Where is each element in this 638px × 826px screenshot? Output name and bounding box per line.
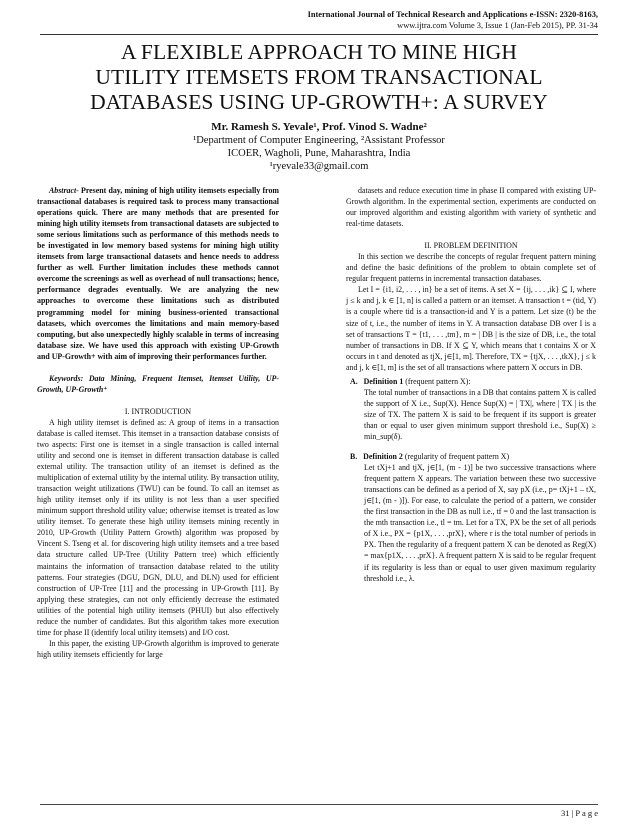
- definition-1-body: The total number of transactions in a DB that contains pattern X is called the support of X i.e., Sup(X). Hence Sup(X) = | TX|, where | TX | is the size of TX. The pattern X is said to be frequent if its support is greater than or equal to user given minimum support threshold i.e., Sup(X) ≥ min_sup(δ).: [364, 387, 596, 441]
- paper-title: [30, 40, 608, 115]
- problem-paragraph-1: In this section we describe the concepts of regular frequent pattern mining and define the basic definitions of the problem to obtain complete set of regular frequent patterns in incremental transaction databases.: [346, 252, 596, 284]
- definition-1-title: [346, 376, 596, 387]
- page-number: 31 | P a g e: [560, 808, 598, 818]
- abstract-text: Present day, mining of high utility itemsets especially from transactional databases is required task to process many transactional operations quick. There are many methods that are presented for mining high utility itemsets from transactional datasets are subjected to some serious limitations such as performance of this methods needs to be investigated in low memory based systems for mining high utility itemsets from large transactional datasets and hence needs to address further as well. Further limitation includes these methods cannot overcome the screenings as well as overhead of null transactions; hence, performance degrades eventually. We are analyzing the new approaches to overcome these limitations such as distributed programming model for mining business-oriented transactional datasets, which overcomes the limitations and main memory-based computing, but also unexpectedly highly scalable in terms of increasing database size. We have used this approach with existing UP-Growth and UP-Growth+ with aim of improving their performances further.: [37, 186, 279, 361]
- title-line3: DATABASES USING UP-GROWTH+: A SURVEY: [90, 90, 548, 114]
- author-affiliation-1: ¹Department of Computer Engineering, ²Assistant Professor: [193, 135, 445, 146]
- definition-1-subtitle: (frequent pattern X):: [405, 376, 471, 386]
- definition-2: [346, 451, 596, 584]
- section-heading-introduction: I. INTRODUCTION: [124, 406, 192, 416]
- definition-2-name: Definition 2: [363, 452, 403, 462]
- problem-paragraph-2: Let I = {i1, i2, . . . , in} be a set of items. A set X = {ij, . . . ,ik} ⊆ I, where j ≤ k and j, k ∈ [1, n] is called a pattern or an itemset. A transaction t = (tid, Y) is a couple where tid is a transaction-id and Y is a pattern. Let size (t) be the size of t, i.e., the number of items in Y. A transaction database DB over I is a set of transactions T = {t1, . . . ,tm}, m = | DB | is the size of DB, i.e., the total number of transactions in DB. If X ⊆ Y, which means that t contains X or X occurs in t and denoted as tjX, j∈[1, m]. Therefore, TX = {tjX, . . . ,tkX}, j ≤ k and j, k ∈[1, m] is the set of all transactions where pattern X occurs in DB.: [346, 285, 596, 372]
- title-line2: UTILITY ITEMSETS FROM TRANSACTIONAL: [95, 65, 543, 89]
- intro-paragraph-1: A high utility itemset is defined as: A group of items in a transaction database is called itemset. This itemset in a transaction database consists of two aspects: First one is itemset in a single transaction is called internal utility and second one is itemset in different transaction database is called external utility. The transaction utility of an itemset is defined as the multiplication of external utility by the internal utility. By transaction utility, transaction weight utilizations (TWU) can be found. To call an itemset as high utility itemset only if its utility is not less than a user specified minimum support threshold utility value; otherwise itemset is treated as low utility itemset. To generate these high utility itemsets mining recently in 2010, UP-Growth (Utility Pattern Growth) algorithm was proposed by Vincent S. Tseng et al. for discovering high utility itemsets and a tree based data structure called UP-Tree (Utility Pattern tree) which efficiently maintains the information of transaction database related to the utility patterns. Four strategies (DGU, DGN, DLU, and DLN) used for efficient construction of UP-Tree [11] and the processing in UP-Growth [11]. By applying these strategies, can not only efficiently decrease the estimated utilities of the potential high utility itemsets (PHUI) but also effectively reduce the number of candidates. But this algorithm takes more execution time for phase II (identify local utility itemsets) and I/O cost.: [37, 417, 279, 637]
- journal-header-line2: www.ijtra.com Volume 3, Issue 1 (Jan-Feb 2015), PP. 31-34: [397, 21, 598, 30]
- author-block: [60, 121, 578, 173]
- definition-1: [346, 376, 596, 442]
- author-email: ¹ryevale33@gmail.com: [269, 161, 369, 172]
- footer-rule: [40, 804, 598, 805]
- section-heading-problem-definition: II. PROBLEM DEFINITION: [424, 241, 518, 251]
- definition-2-label: B.: [350, 452, 358, 462]
- author-names: Mr. Ramesh S. Yevale¹, Prof. Vinod S. Wadne²: [211, 121, 427, 133]
- author-affiliation-2: ICOER, Wagholi, Pune, Maharashtra, India: [227, 148, 411, 159]
- definition-2-title: [346, 451, 596, 462]
- keywords: Keywords: Data Mining, Frequent Itemset, Itemset Utility, UP-Growth, UP-Growth⁺: [37, 373, 279, 394]
- abstract: [37, 185, 279, 362]
- definition-2-body: Let tXj+1 and tjX, j∈[1, (m - 1)] be two successive transactions where frequent pattern X appears. The variation between these two successive transactions can be defined as a period of X, say pX (i.e., p= tXj+1 – tX, j∈[1, (m - )]). For ease, to calculate the period of a pattern, we consider the first transaction in the DB as null i.e., tf = 0 and the last transaction is the mth transaction i.e., tl = tm. Let for a TX, PX be the set of all periods of X i.e., PX = {p1X, . . . ,prX}, where r is the total number of periods in PX. Then the regularity of a frequent pattern X can be denoted as Reg(X) = max{p1X, . . . ,prX}. A frequent pattern X is said to be regular frequent if its regularity is less than or equal to user given maximum regularity threshold i.e., λ.: [364, 463, 596, 583]
- journal-header-line1: International Journal of Technical Research and Applications e-ISSN: 2320-8163,: [307, 10, 598, 19]
- definition-2-subtitle: (regularity of frequent pattern X): [404, 452, 510, 462]
- journal-header: [178, 9, 598, 31]
- intro-paragraph-2: In this paper, the existing UP-Growth algorithm is improved to generate high utility itemsets efficiently for large: [37, 638, 279, 659]
- definition-1-name: Definition 1: [363, 376, 404, 386]
- header-rule: [40, 34, 598, 35]
- intro-paragraph-continued: datasets and reduce execution time in phase II compared with existing UP-Growth algorithm. In the experimental section, experiments are conducted on our improved algorithm and existing algorithm with variety of synthetic and real-time datasets.: [346, 186, 596, 229]
- abstract-label: Abstract-: [49, 186, 79, 195]
- right-column: [346, 185, 596, 584]
- left-column: [37, 185, 279, 660]
- title-line1: A FLEXIBLE APPROACH TO MINE HIGH: [120, 40, 517, 64]
- definition-1-label: A.: [350, 376, 358, 386]
